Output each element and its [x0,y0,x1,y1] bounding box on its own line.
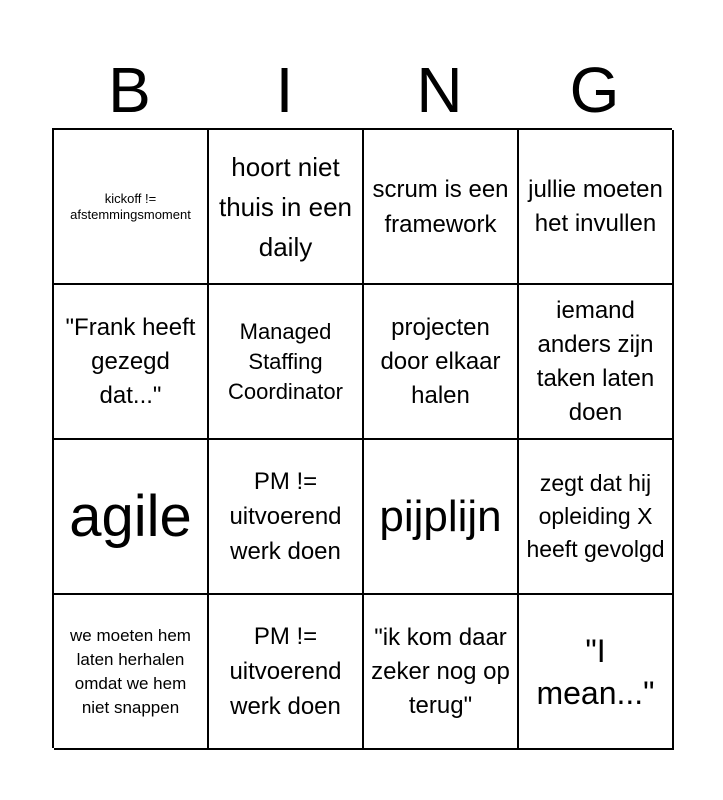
header-letter-g: G [569,54,620,126]
cell-text: projecten door elkaar halen [380,313,501,409]
bingo-cell[interactable] [54,130,209,285]
cell-text: we moeten hem laten herhalen omdat we hem niet snappen [70,625,191,717]
bingo-cell[interactable] [519,130,674,285]
bingo-cell[interactable] [209,130,364,285]
bingo-cell[interactable] [54,285,209,440]
bingo-cell[interactable] [209,440,364,595]
cell-text: hoort niet thuis in een daily [219,151,352,262]
bingo-cell[interactable] [364,440,519,595]
cell-text: "I mean..." [536,632,655,711]
bingo-header [52,52,672,128]
cell-text: PM != uitvoerend werk doen [229,468,342,565]
bingo-cell[interactable] [209,595,364,750]
cell-text: "Frank heeft gezegd dat..." [65,313,196,409]
bingo-cell[interactable] [364,130,519,285]
header-letter-i: I [275,54,294,126]
cell-text: iemand anders zijn taken laten doen [536,296,655,426]
cell-text: scrum is een framework [372,175,509,238]
cell-text: agile [69,483,192,549]
bingo-cell[interactable] [209,285,364,440]
cell-text: zegt dat hij opleiding X heeft gevolgd [526,470,665,562]
bingo-cell[interactable] [519,285,674,440]
bingo-cell[interactable] [364,595,519,750]
header-letter-b: B [108,54,151,126]
bingo-cell[interactable] [364,285,519,440]
bingo-grid [52,128,672,748]
bingo-cell[interactable] [54,595,209,750]
cell-text: pijplijn [379,491,502,541]
cell-text: PM != uitvoerend werk doen [229,623,342,720]
bingo-cell[interactable] [519,595,674,750]
bingo-cell[interactable] [54,440,209,595]
cell-text: Managed Staffing Coordinator [228,318,343,404]
bingo-cell[interactable] [519,440,674,595]
header-letter-n: N [416,54,463,126]
cell-text: "ik kom daar zeker nog op terug" [371,623,510,719]
cell-text: jullie moeten het invullen [528,175,663,237]
cell-text: kickoff != afstemmingsmoment [70,190,191,222]
